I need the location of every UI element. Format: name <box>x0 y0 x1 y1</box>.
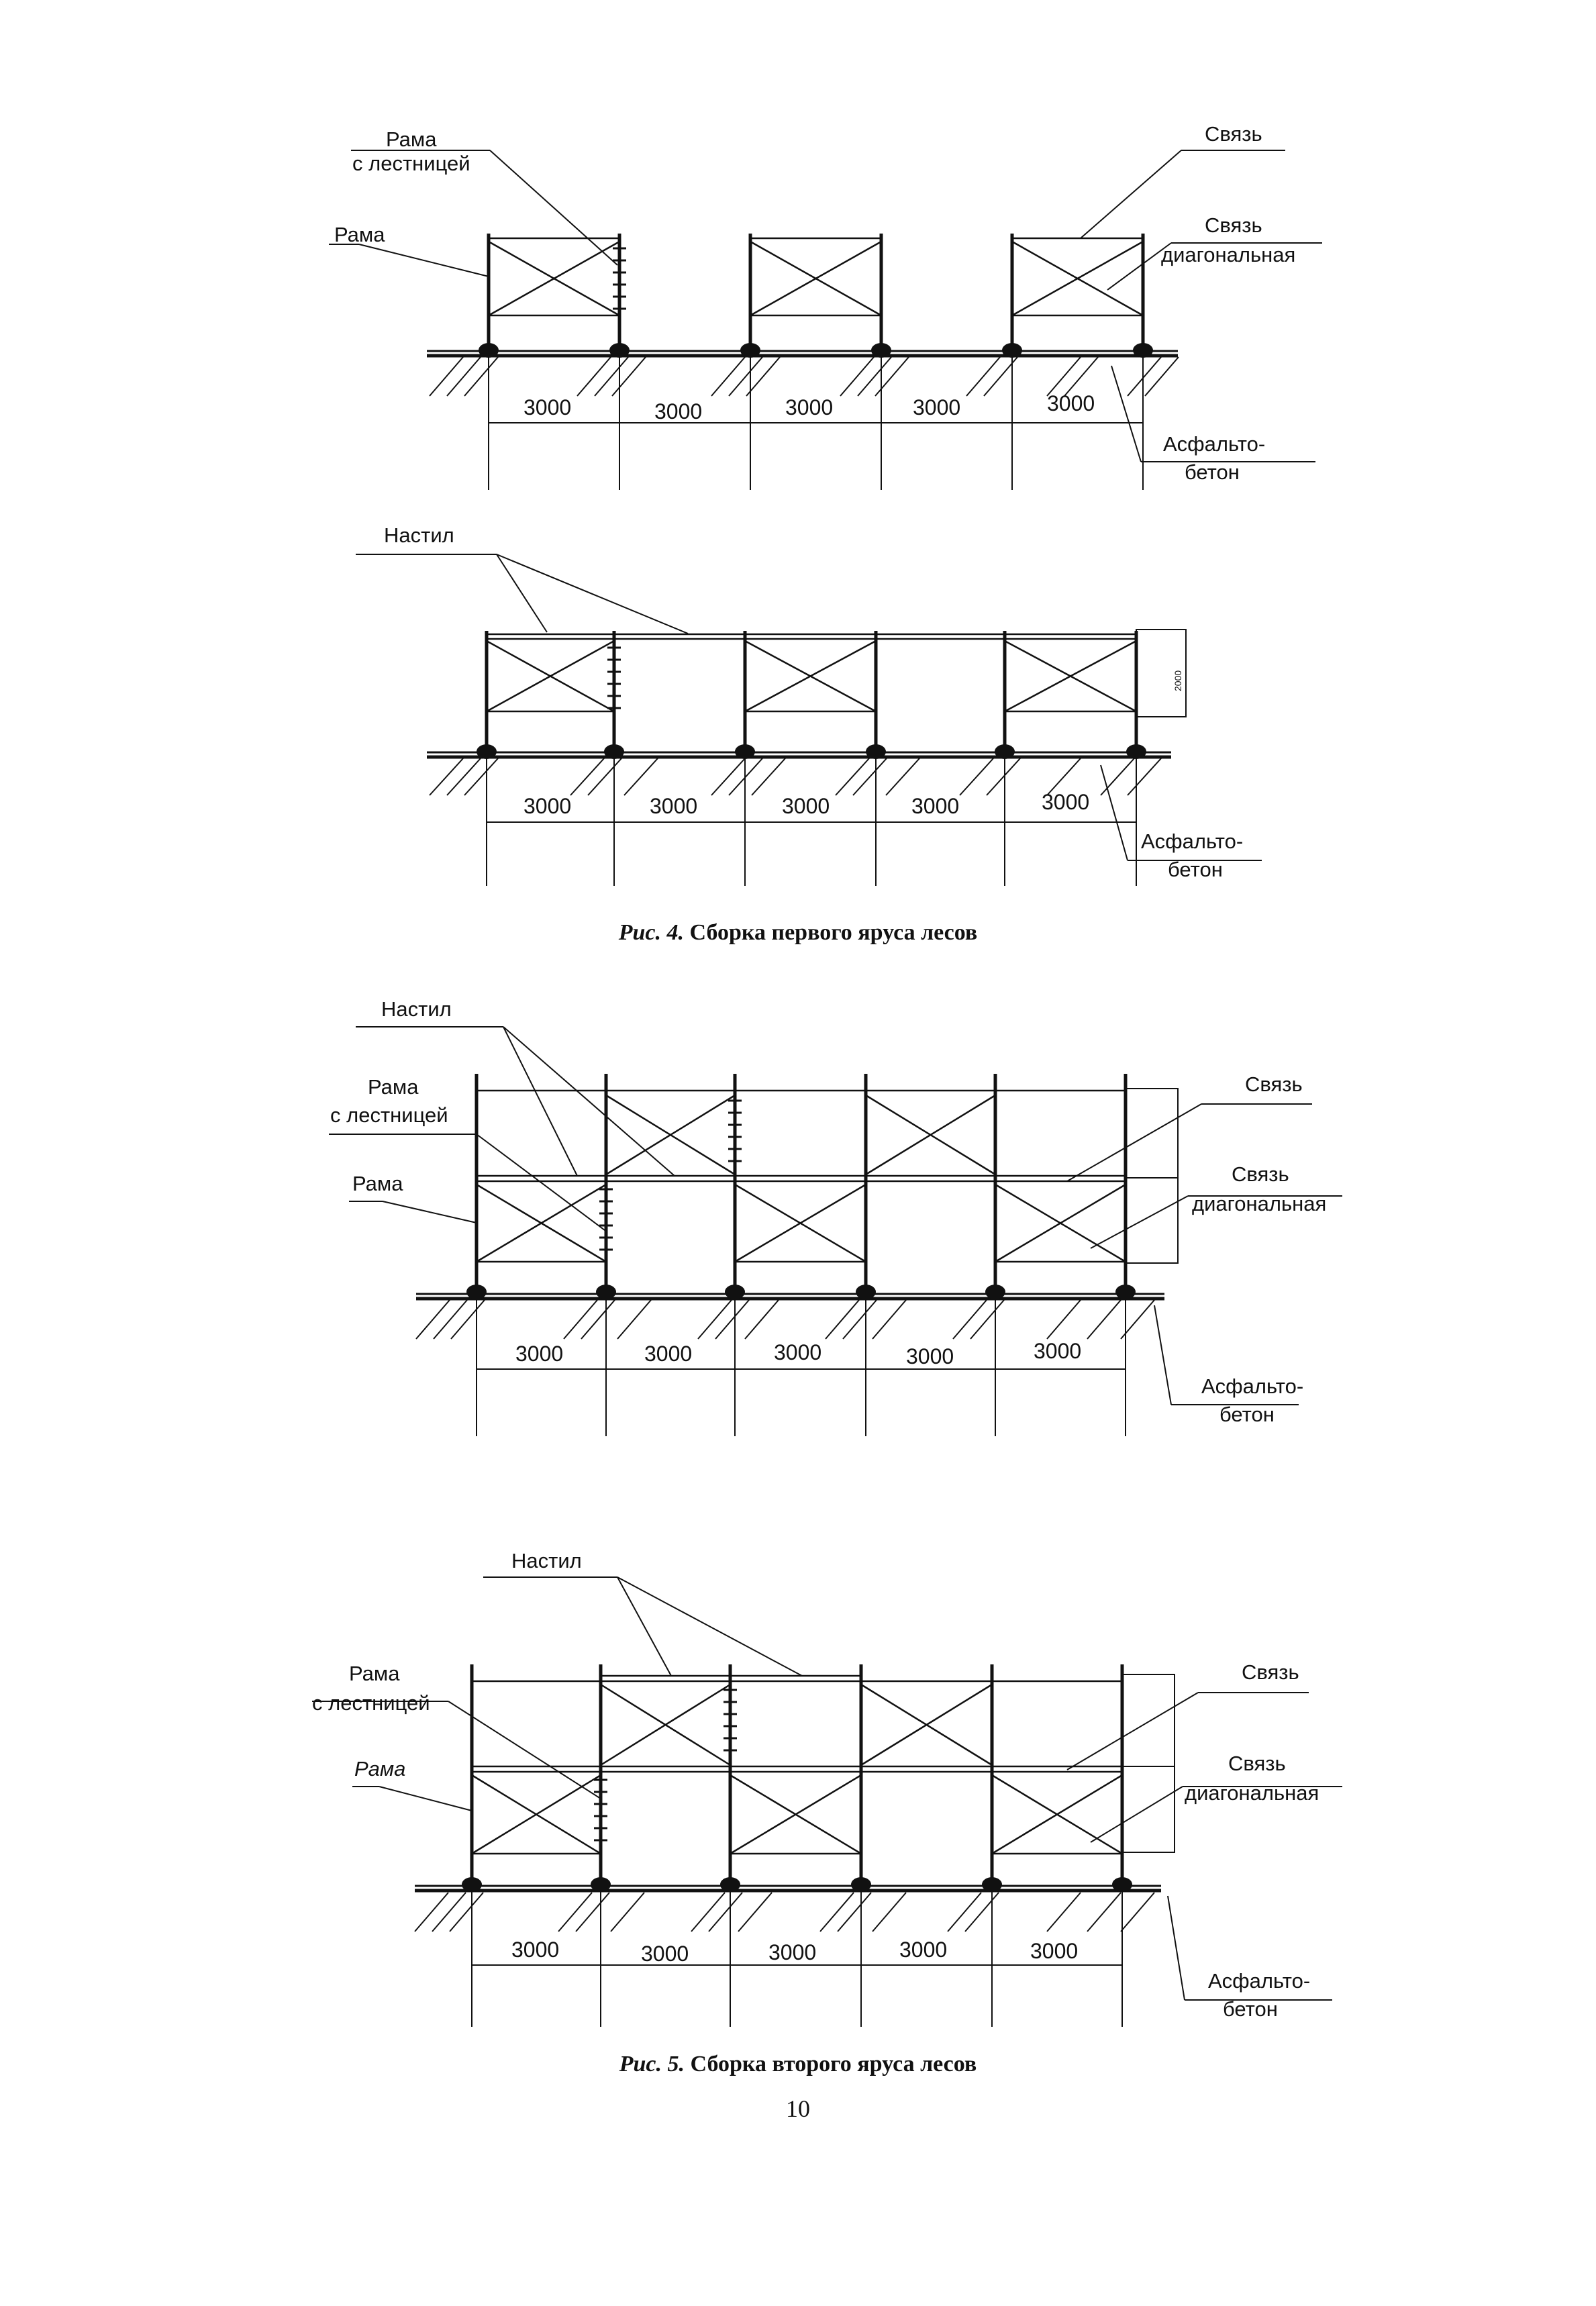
label-deck: Настил <box>381 997 452 1021</box>
label-brace: Связь <box>1245 1072 1303 1096</box>
label-frame-ladder-line1: Рама <box>386 128 437 151</box>
ladder-icon <box>594 1690 737 1840</box>
span-dimension: 3000 <box>1030 1939 1079 1963</box>
span-dimension: 3000 <box>1034 1339 1082 1363</box>
label-diagonal-brace-line2: диагональная <box>1185 1781 1319 1805</box>
span-dimension: 3000 <box>774 1340 822 1364</box>
span-dimension: 3000 <box>654 399 703 423</box>
label-diagonal-brace-line1: Связь <box>1205 213 1262 237</box>
span-dimension: 3000 <box>523 794 572 818</box>
label-frame-ladder-line2: с лестницей <box>352 152 470 175</box>
figure-4-caption: Рис. 4. Сборка первого яруса лесов <box>618 920 978 945</box>
span-dimension: 3000 <box>768 1940 817 1964</box>
span-dimension: 3000 <box>650 794 698 818</box>
label-diagonal-brace-line2: диагональная <box>1192 1192 1327 1215</box>
span-dimension: 3000 <box>785 395 834 419</box>
label-frame-ladder-line1: Рама <box>368 1075 419 1099</box>
label-asphalt-line1: Асфальто- <box>1208 1969 1311 1993</box>
label-deck: Настил <box>384 523 454 547</box>
page-number: 10 <box>786 2095 810 2122</box>
span-dimension: 3000 <box>644 1342 693 1366</box>
span-dimension: 3000 <box>913 395 961 419</box>
span-dimension: 3000 <box>906 1344 954 1368</box>
label-diagonal-brace-line1: Связь <box>1228 1752 1286 1775</box>
label-frame: Рама <box>354 1757 406 1781</box>
span-dimension: 3000 <box>515 1342 564 1366</box>
figure-5-caption: Рис. 5. Сборка второго яруса лесов <box>619 2052 977 2076</box>
label-asphalt-line2: бетон <box>1223 1997 1278 2021</box>
label-frame: Рама <box>334 223 385 246</box>
label-asphalt-line2: бетон <box>1185 460 1240 484</box>
label-asphalt-line2: бетон <box>1168 858 1223 881</box>
span-dimension: 3000 <box>782 794 830 818</box>
label-asphalt-line1: Асфальто- <box>1201 1374 1304 1398</box>
label-height: 2000 <box>1173 670 1183 691</box>
label-brace: Связь <box>1205 122 1262 146</box>
diagram-second-tier-a <box>329 1027 1342 1436</box>
label-brace: Связь <box>1242 1660 1299 1684</box>
label-diagonal-brace-line1: Связь <box>1232 1162 1289 1186</box>
span-dimension: 3000 <box>911 794 960 818</box>
label-frame-ladder-line1: Рама <box>349 1662 400 1685</box>
span-dimension: 3000 <box>899 1938 948 1962</box>
label-frame-ladder-line2: с лестницей <box>312 1691 430 1715</box>
span-dimension: 3000 <box>523 395 572 419</box>
span-dimension: 3000 <box>511 1938 560 1962</box>
label-diagonal-brace-line2: диагональная <box>1161 243 1296 266</box>
span-dimension: 3000 <box>641 1942 689 1966</box>
diagram-first-tier-b <box>356 554 1262 886</box>
label-frame: Рама <box>352 1172 403 1195</box>
label-deck: Настил <box>511 1549 582 1572</box>
label-asphalt-line1: Асфальто- <box>1163 432 1266 456</box>
label-asphalt-line1: Асфальто- <box>1141 830 1244 853</box>
span-dimension: 3000 <box>1047 391 1095 415</box>
label-asphalt-line2: бетон <box>1219 1403 1275 1426</box>
span-dimension: 3000 <box>1042 790 1090 814</box>
label-frame-ladder-line2: с лестницей <box>330 1103 448 1127</box>
